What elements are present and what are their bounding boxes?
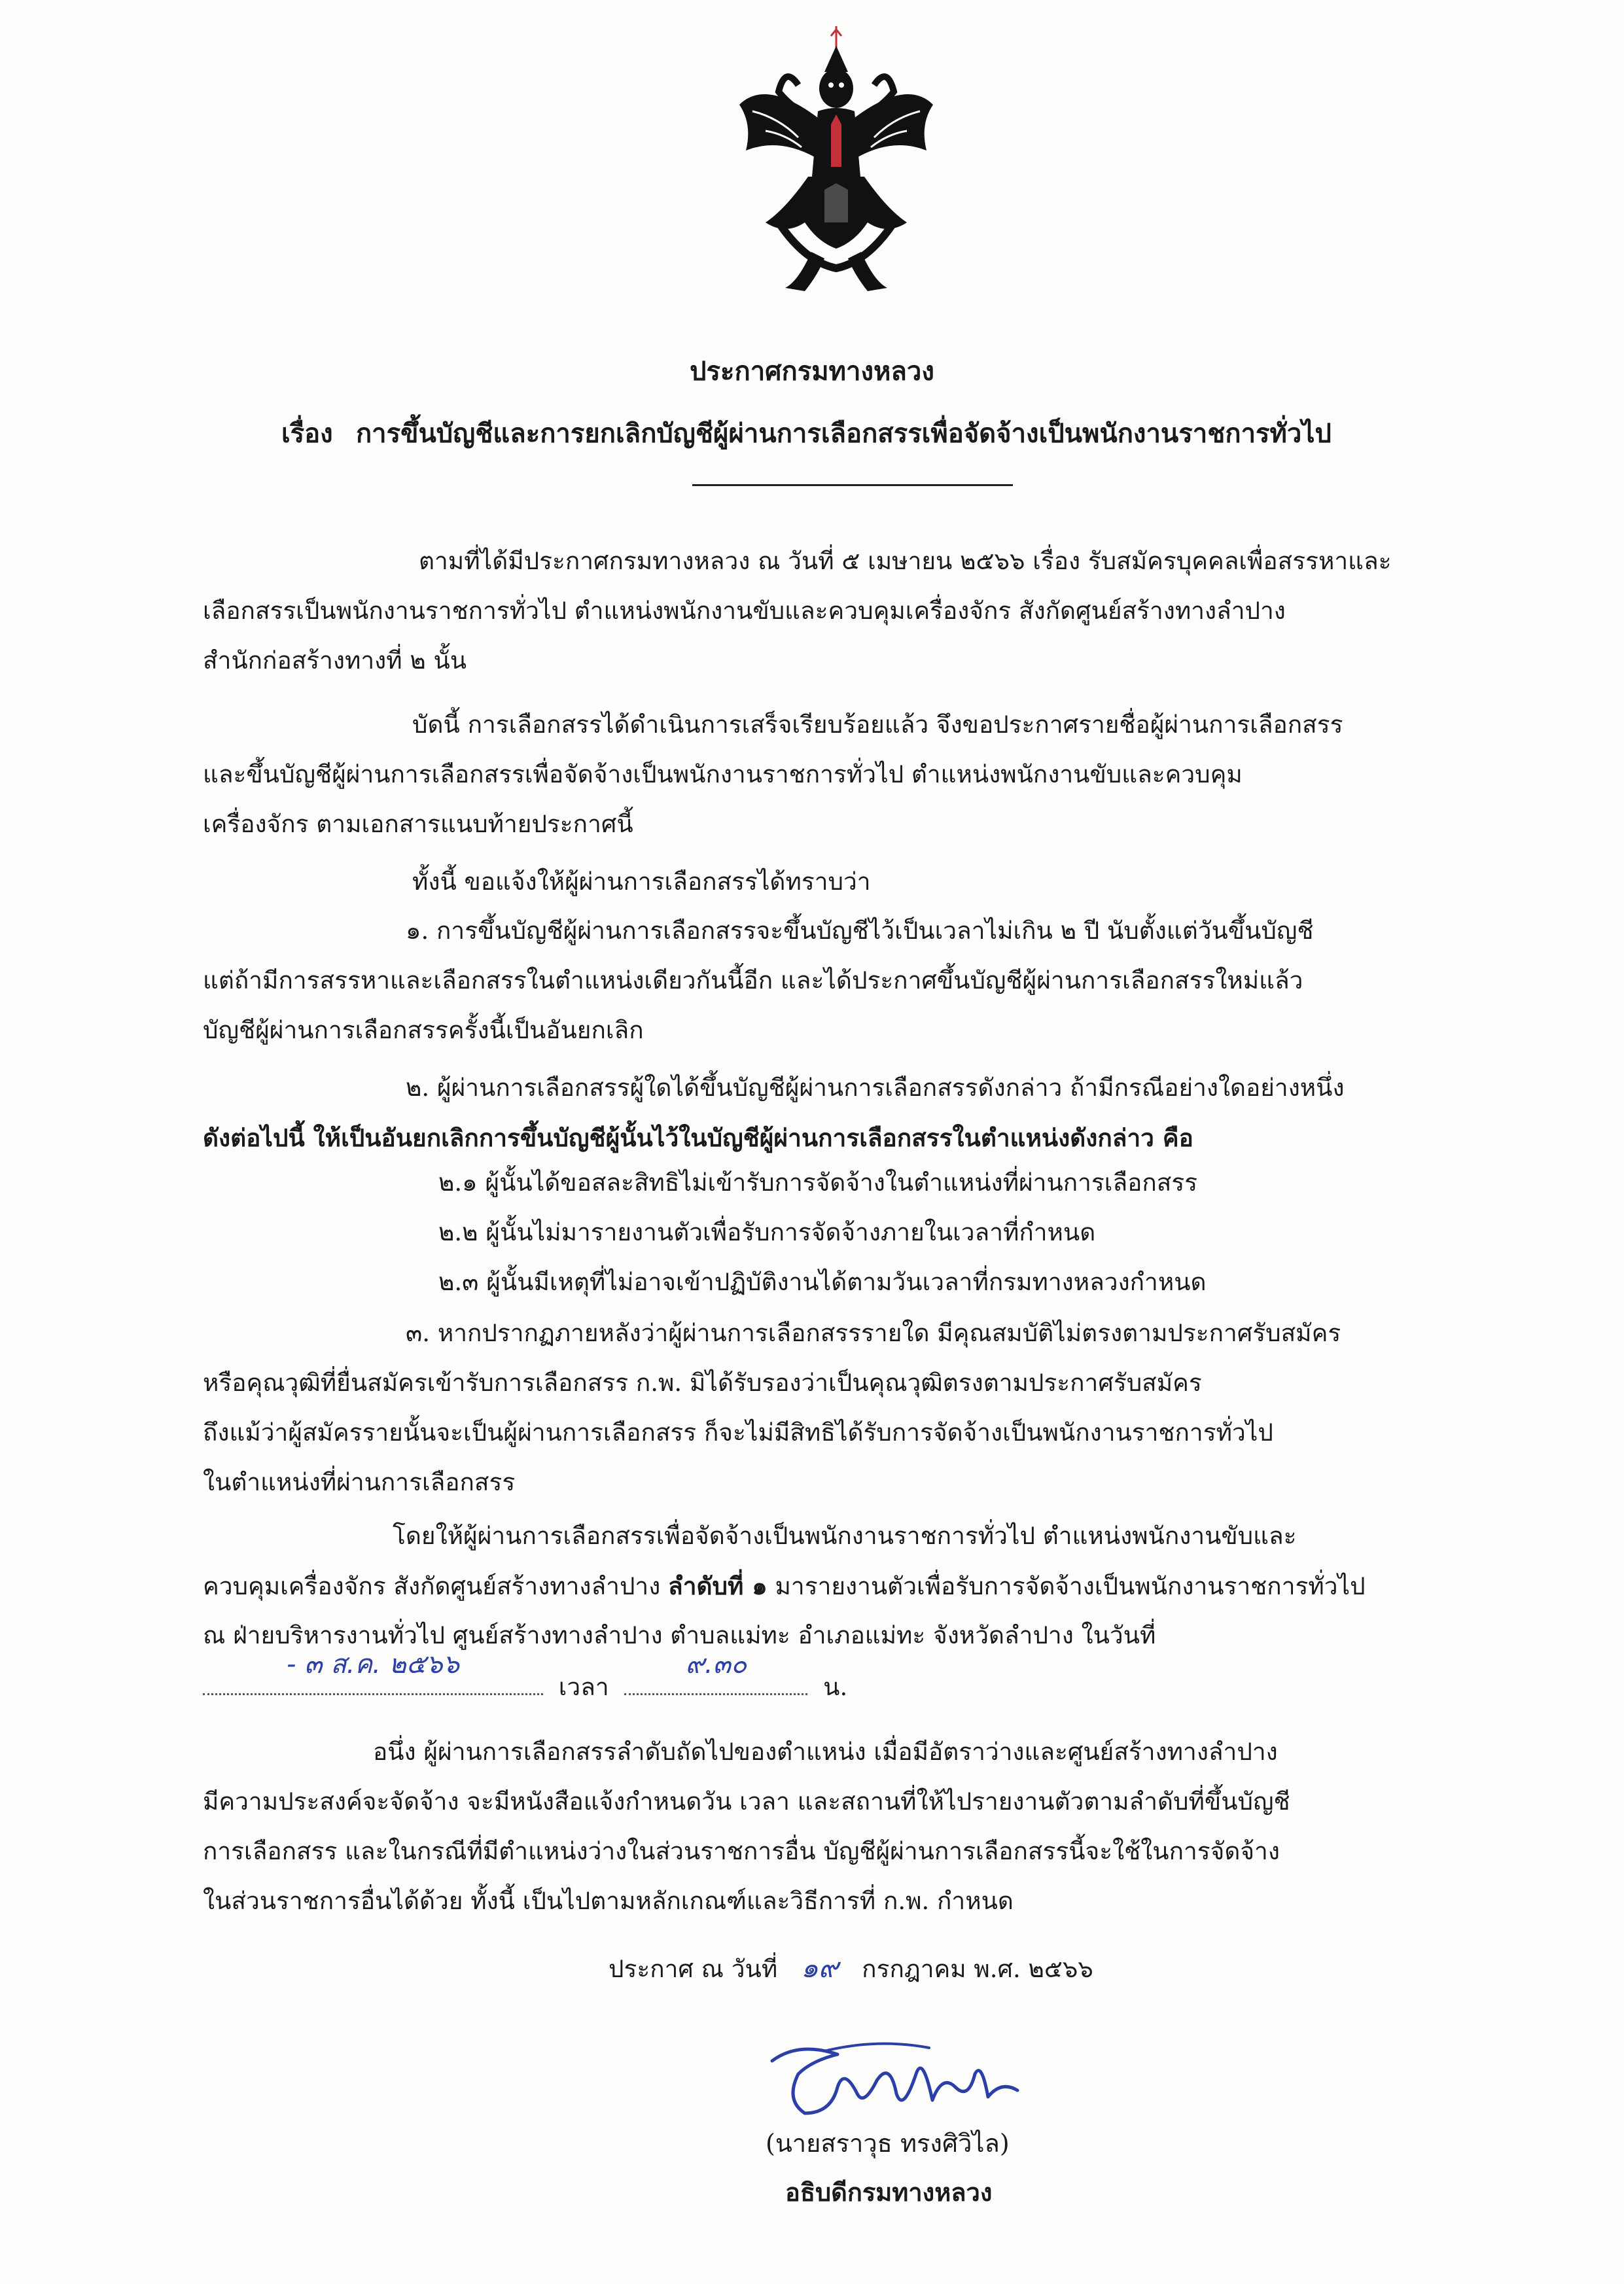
paragraph-line: และขึ้นบัญชีผู้ผ่านการเลือกสรรเพื่อจัดจ้างเป็นพนักงานราชการทั่วไป ตำแหน่งพนักงานขับและควบคุม (203, 760, 1243, 788)
paragraph-line: ถึงแม้ว่าผู้สมัครรายนั้นจะเป็นผู้ผ่านการเลือกสรร ก็จะไม่มีสิทธิได้รับการจัดจ้างเป็นพนักงานราชการทั่วไป (203, 1418, 1273, 1447)
report-time-handwritten: ๙.๓๐ (685, 1649, 747, 1679)
line-text: มารายงานตัวเพื่อรับการจัดจ้างเป็นพนักงานราชการทั่วไป (767, 1572, 1366, 1600)
paragraph-line: ณ ฝ่ายบริหารงานทั่วไป ศูนย์สร้างทางลำปาง ตำบลแม่ทะ อำเภอแม่ทะ จังหวัดลำปาง ในวันที่ (203, 1621, 1156, 1649)
sub-point-2-1: ๒.๑ ผู้นั้นได้ขอสละสิทธิไม่เข้ารับการจัดจ้างในตำแหน่งที่ผ่านการเลือกสรร (438, 1168, 1198, 1197)
paragraph-line: มีความประสงค์จะจัดจ้าง จะมีหนังสือแจ้งกำหนดวัน เวลา และสถานที่ให้ไปรายงานตัวตามลำดับที่ขึ้นบัญชี (203, 1787, 1290, 1816)
paragraph-line: ตามที่ได้มีประกาศกรมทางหลวง ณ วันที่ ๕ เมษายน ๒๕๖๖ เรื่อง รับสมัครบุคคลเพื่อสรรหาและ (419, 547, 1392, 575)
paragraph-line: ทั้งนี้ ขอแจ้งให้ผู้ผ่านการเลือกสรรได้ทราบว่า (412, 868, 871, 896)
paragraph-line: อนึ่ง ผู้ผ่านการเลือกสรรลำดับถัดไปของตำแหน่ง เมื่อมีอัตราว่างและศูนย์สร้างทางลำปาง (373, 1738, 1278, 1766)
paragraph-line: แต่ถ้ามีการสรรหาและเลือกสรรในตำแหน่งเดียวกันนี้อีก และได้ประกาศขึ้นบัญชีผู้ผ่านการเลือกสรรใหม่แล้ว (203, 966, 1303, 994)
condition-item-2-subpoints (438, 1158, 1207, 1307)
paragraph-line: เลือกสรรเป็นพนักงานราชการทั่วไป ตำแหน่งพนักงานขับและควบคุมเครื่องจักร สังกัดศูนย์สร้างทางลำปาง (203, 597, 1286, 625)
announcement-date (609, 1943, 1093, 1993)
report-time-field (624, 1649, 807, 1695)
paragraph-2 (203, 700, 1343, 849)
document-title: ประกาศกรมทางหลวง (690, 356, 934, 387)
report-date-field (203, 1649, 543, 1695)
rank-number: ลำดับที่ ๑ (668, 1572, 768, 1600)
garuda-emblem-icon (726, 26, 949, 301)
paragraph-5 (203, 1727, 1290, 1926)
paragraph-line: ๒. ผู้ผ่านการเลือกสรรผู้ใดได้ขึ้นบัญชีผู้ผ่านการเลือกสรรดังกล่าว ถ้ามีกรณีอย่างใดอย่างหนึ่ง (406, 1074, 1345, 1102)
document-subject (281, 412, 1332, 454)
time-label: เวลา (558, 1673, 609, 1701)
paragraph-line: หรือคุณวุฒิที่ยื่นสมัครเข้ารับการเลือกสรร ก.พ. มิได้รับรองว่าเป็นคุณวุฒิตรงตามประกาศรับสมัคร (203, 1369, 1202, 1397)
subject-text: การขึ้นบัญชีและการยกเลิกบัญชีผู้ผ่านการเลือกสรรเพื่อจัดจ้างเป็นพนักงานราชการทั่วไป (355, 418, 1332, 449)
condition-item-1 (203, 906, 1314, 1055)
date-time-line (203, 1649, 1366, 1710)
signer-title: อธิบดีกรมทางหลวง (785, 2177, 993, 2207)
announce-prefix: ประกาศ ณ วันที่ (609, 1955, 778, 1983)
line-text: ควบคุมเครื่องจักร สังกัดศูนย์สร้างทางลำปาง (203, 1572, 669, 1600)
title-divider (692, 484, 1013, 486)
date-line (609, 1943, 1093, 1993)
signer-name: (นายสราวุธ ทรงศิวิไล) (766, 2129, 1010, 2158)
sub-point-2-3: ๒.๓ ผู้นั้นมีเหตุที่ไม่อาจเข้าปฏิบัติงานได้ตามวันเวลาที่กรมทางหลวงกำหนด (438, 1268, 1207, 1296)
announce-day-handwritten: ๑๙ (800, 1952, 839, 1984)
report-instructions (203, 1511, 1366, 1710)
condition-item-3 (203, 1309, 1341, 1507)
subject-label: เรื่อง (281, 418, 333, 449)
paragraph-line: ในตำแหน่งที่ผ่านการเลือกสรร (203, 1468, 516, 1496)
paragraph-line: การเลือกสรร และในกรณีที่มีตำแหน่งว่างในส่วนราชการอื่น บัญชีผู้ผ่านการเลือกสรรนี้จะใช้ในการจัดจ้าง (203, 1837, 1280, 1865)
paragraph-line: โดยให้ผู้ผ่านการเลือกสรรเพื่อจัดจ้างเป็นพนักงานราชการทั่วไป ตำแหน่งพนักงานขับและ (393, 1522, 1297, 1550)
paragraph-line: เครื่องจักร ตามเอกสารแนบท้ายประกาศนี้ (203, 810, 633, 838)
announce-month-year: กรกฎาคม พ.ศ. ๒๕๖๖ (862, 1955, 1093, 1983)
paragraph-line: ๑. การขึ้นบัญชีผู้ผ่านการเลือกสรรจะขึ้นบัญชีไว้เป็นเวลาไม่เกิน ๒ ปี นับตั้งแต่วันขึ้นบัญชี (406, 917, 1314, 945)
time-unit: น. (823, 1673, 848, 1701)
paragraph-line: ดังต่อไปนี้ ให้เป็นอันยกเลิกการขึ้นบัญชีผู้นั้นไว้ในบัญชีผู้ผ่านการเลือกสรรในตำแหน่งดังกล่าว คือ (203, 1123, 1193, 1152)
paragraph-line: ในส่วนราชการอื่นได้ด้วย ทั้งนี้ เป็นไปตามหลักเกณฑ์และวิธีการที่ ก.พ. กำหนด (203, 1887, 1014, 1915)
paragraph-line (203, 1561, 1366, 1611)
paragraph-line: ๓. หากปรากฏภายหลังว่าผู้ผ่านการเลือกสรรรายใด มีคุณสมบัติไม่ตรงตามประกาศรับสมัคร (406, 1319, 1341, 1347)
handwritten-signature (759, 2035, 1034, 2133)
conditions-intro (412, 857, 871, 907)
sub-point-2-2: ๒.๒ ผู้นั้นไม่มารายงานตัวเพื่อรับการจัดจ้างภายในเวลาที่กำหนด (438, 1218, 1096, 1246)
paragraph-1 (203, 536, 1392, 686)
condition-item-2 (203, 1063, 1345, 1163)
paragraph-line: สำนักก่อสร้างทางที่ ๒ นั้น (203, 646, 467, 675)
paragraph-line: บัญชีผู้ผ่านการเลือกสรรครั้งนี้เป็นอันยกเลิก (203, 1016, 644, 1044)
paragraph-line: บัดนี้ การเลือกสรรได้ดำเนินการเสร็จเรียบร้อยแล้ว จึงขอประกาศรายชื่อผู้ผ่านการเลือกสรร (412, 711, 1343, 739)
report-date-handwritten: - ๓ ส.ค. ๒๕๖๖ (287, 1649, 459, 1679)
